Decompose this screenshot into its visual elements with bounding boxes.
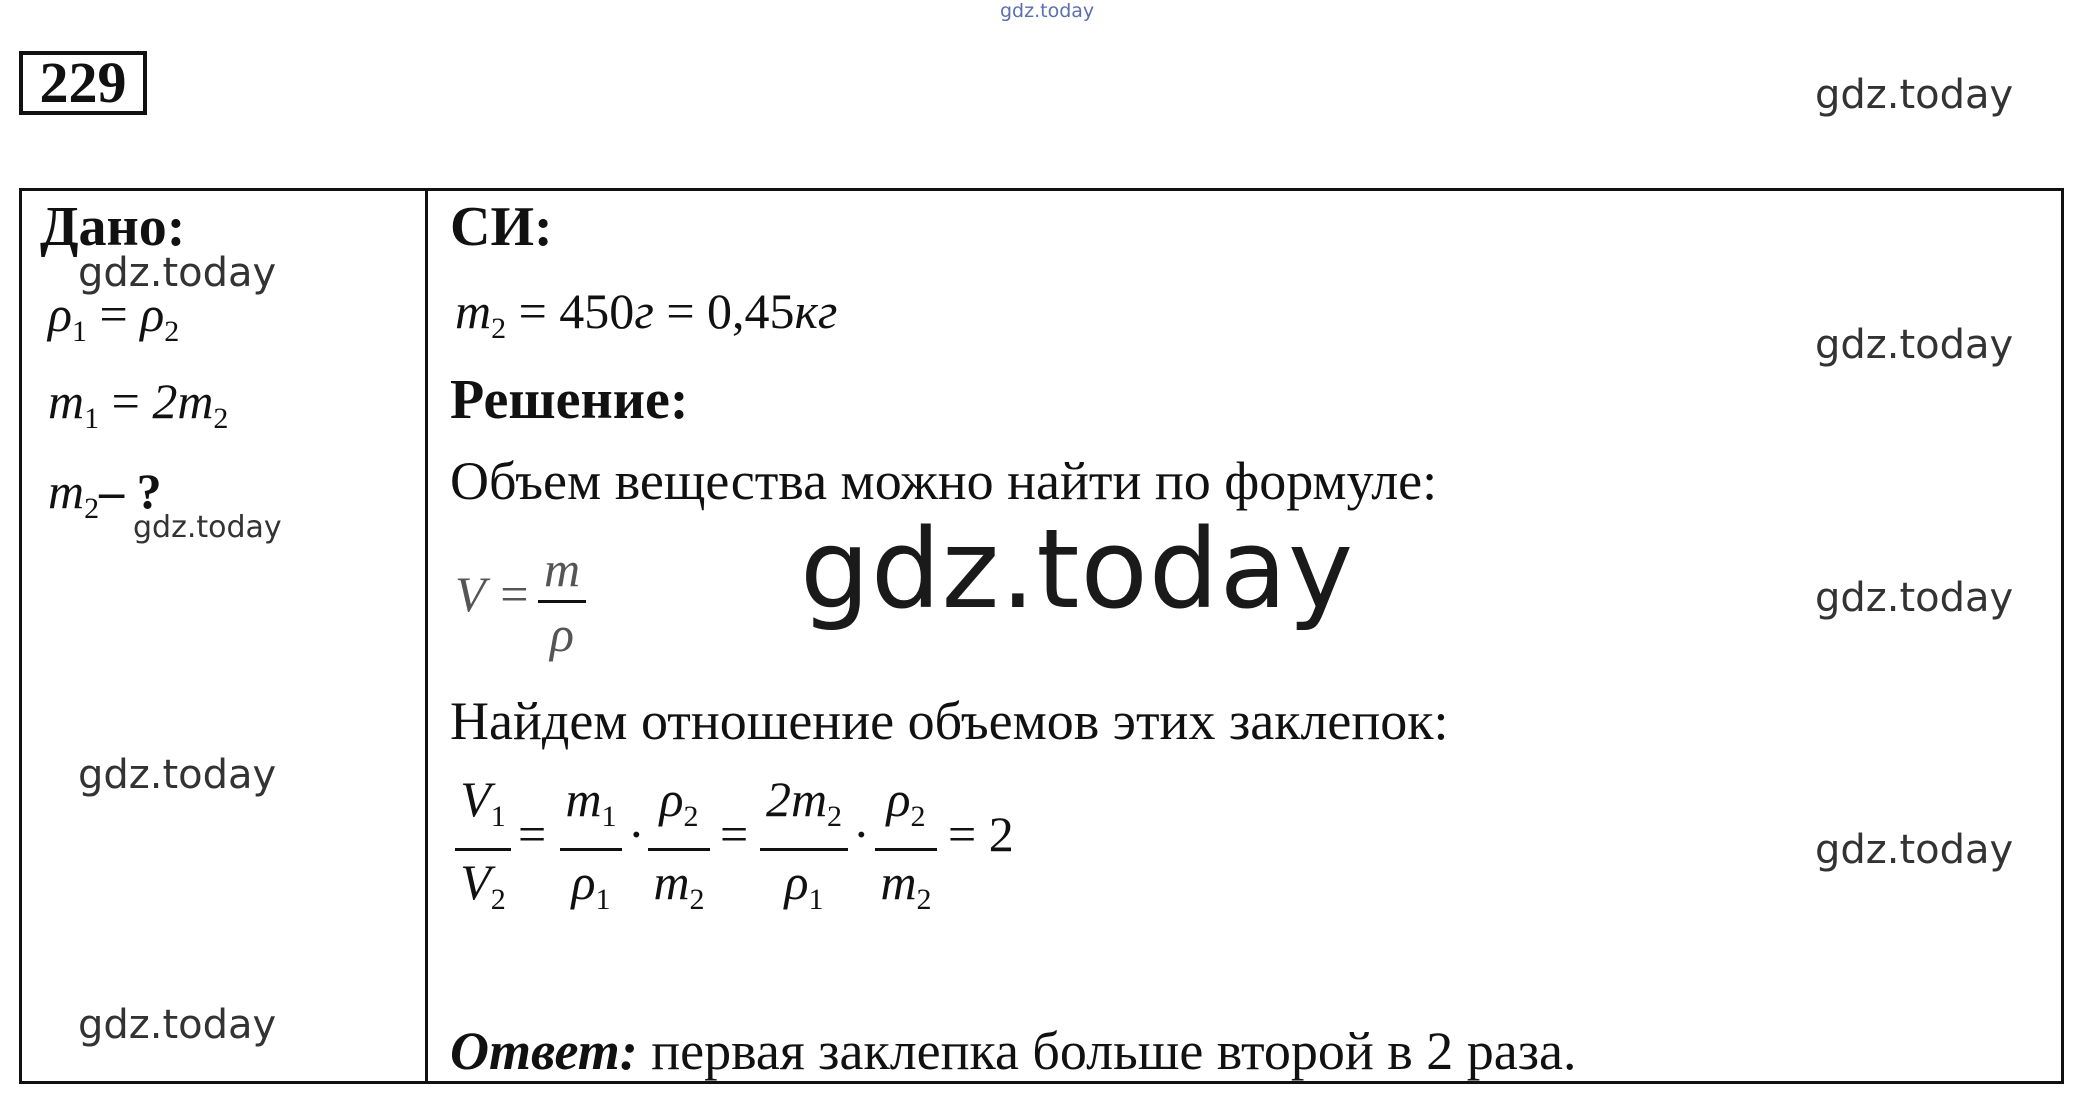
watermark: gdz.today	[1815, 827, 2014, 873]
given-unknown: $m_2-$ ?	[48, 463, 162, 525]
given-heading: Дано:	[40, 196, 186, 258]
solution-heading: Решение:	[450, 369, 689, 431]
ratio-equals-1: =	[518, 806, 547, 862]
solution-line-2: Найдем отношение объемов этих заклепок:	[450, 691, 1449, 751]
watermark-top: gdz.today	[1000, 0, 1095, 22]
problem-number: 229	[19, 51, 147, 115]
si-conversion: $m_2 = 450г = 0,45кг$	[455, 283, 838, 345]
answer-label: Ответ:	[450, 1021, 638, 1081]
ratio-equals-2: =	[720, 806, 749, 862]
given-density-equality: $\rho_1 = \rho_2$	[48, 286, 180, 348]
ratio-fraction-2m2-rho1: $2m_2$ $\rho_1$	[760, 770, 848, 929]
solution-line-1: Объем вещества можно найти по формуле:	[450, 451, 1438, 511]
answer-text: первая заклепка больше второй в 2 раза.	[637, 1021, 1577, 1081]
ratio-dot-2: ·	[853, 806, 870, 862]
ratio-dot-1: ·	[628, 806, 645, 862]
watermark: gdz.today	[1815, 575, 2014, 621]
answer-line	[450, 1020, 1577, 1082]
watermark-large: gdz.today	[800, 505, 1355, 633]
ratio-fraction-rho2-m2: $\rho_2$ $m_2$	[648, 770, 710, 929]
solution-frame	[19, 188, 2064, 1084]
watermark: gdz.today	[1815, 322, 2014, 368]
si-heading: СИ:	[450, 196, 553, 258]
ratio-fraction-m1-rho1: $m_1$ $\rho_1$	[560, 770, 622, 929]
ratio-result: = 2	[948, 806, 1014, 862]
given-mass-relation: $m_1 = 2m_2$	[48, 373, 229, 435]
volume-formula-left: V =	[455, 566, 531, 622]
watermark: gdz.today	[1815, 72, 2014, 118]
column-divider	[425, 188, 428, 1084]
watermark: gdz.today	[78, 1002, 277, 1048]
ratio-fraction-v: $V_1$ $V_2$	[455, 770, 511, 929]
ratio-fraction-rho2-m2-b: $\rho_2$ $m_2$	[875, 770, 937, 929]
watermark: gdz.today	[78, 752, 277, 798]
watermark: gdz.today	[133, 510, 282, 545]
volume-formula-fraction: m ρ	[538, 540, 586, 663]
watermark: gdz.today	[78, 250, 277, 296]
